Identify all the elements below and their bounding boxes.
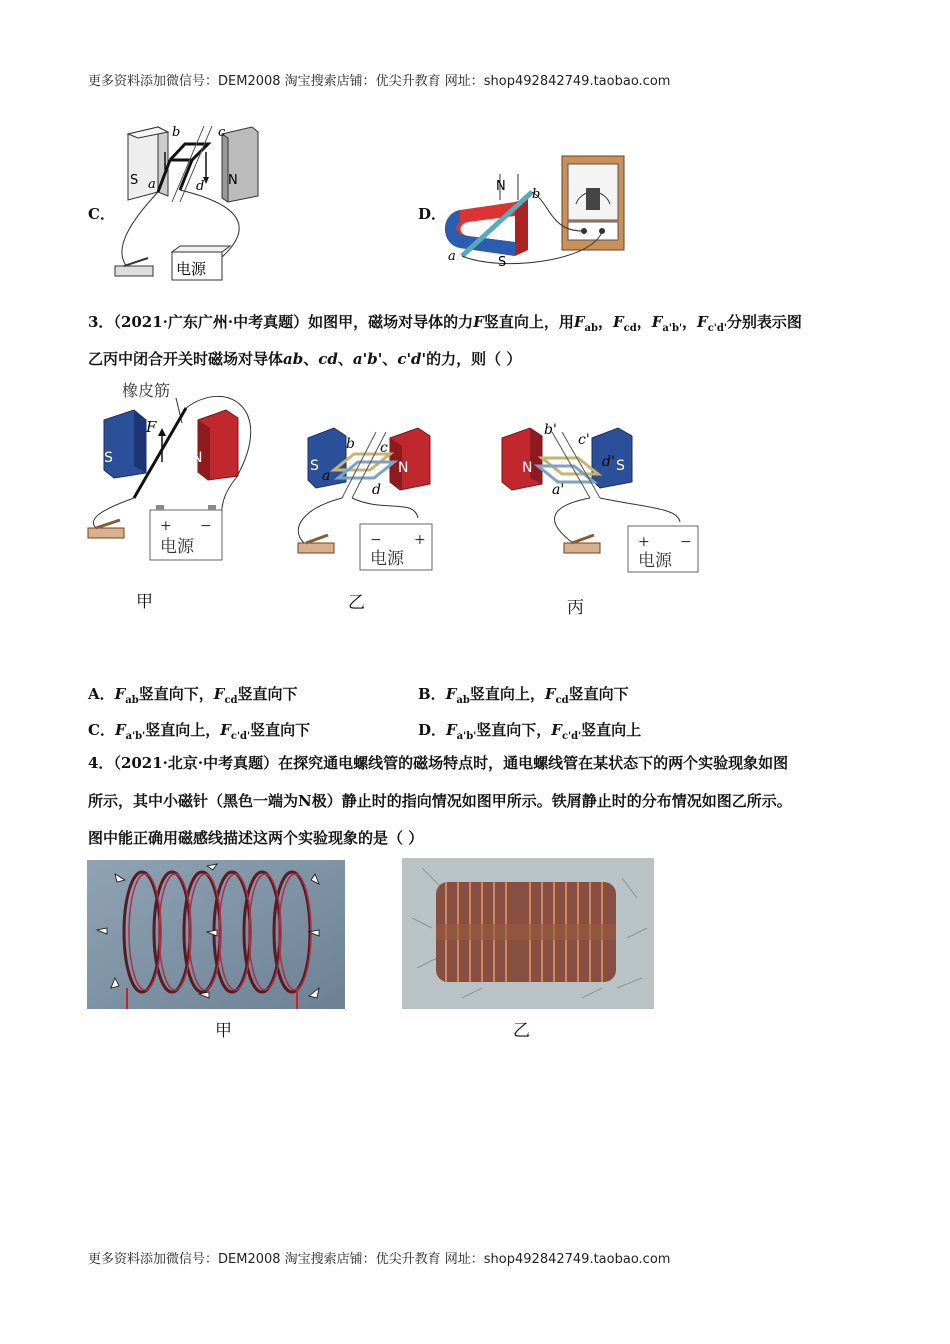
q3-ab: ab	[283, 350, 304, 368]
photo-q4-yi	[402, 858, 654, 1009]
question-4-line-1	[88, 745, 888, 781]
question-3-line-1: 3．（2021·广东广州·中考真题）如图甲，磁场对导体的力F竖直向上，用$F_{ab}$，$F_{cd}$，$F_{a'b'}$，$F_{c'd'}$分别表示图	[88, 313, 802, 334]
opt-a-label: A．	[88, 685, 115, 703]
q3-apbp: a'b'	[352, 350, 383, 368]
jia-n: N	[192, 450, 203, 466]
question-3-line-2: 乙丙中闭合开关时磁场对导体ab、cd、a'b'、c'd'的力，则（ ）	[88, 350, 522, 368]
q3-line2-b: 的力，则（ ）	[426, 350, 522, 368]
q4-line1: 在探究通电螺线管的磁场特点时，通电螺线管在某状态下的两个实验现象如图	[278, 754, 789, 772]
yi-s: S	[310, 458, 319, 474]
q3-sub-apbp: a'b'	[662, 323, 683, 334]
fig-c-c: c	[218, 125, 226, 140]
q3-line1-a: 如图甲，磁场对导体的力	[308, 313, 474, 331]
yi-d: d	[372, 482, 381, 498]
fig-d-n: N	[496, 179, 506, 194]
bing-c: c'	[578, 432, 590, 448]
page-header: 更多资料添加微信号：DEM2008 淘宝搜索店铺：优尖升教育 网址：shop492842749.taobao.com	[88, 74, 671, 89]
q3-number: 3．	[88, 313, 114, 331]
photo-q4-jia	[87, 860, 345, 1009]
fig-c-s: S	[130, 173, 139, 188]
figure-q3-yi	[294, 418, 444, 578]
q3-line1-b: 竖直向上，用	[483, 313, 574, 331]
opt-c-t1: 竖直向上，	[145, 721, 221, 739]
figure-q2-d	[440, 152, 630, 272]
bing-power: 电源	[638, 551, 672, 571]
question-4-line-3: 图中能正确用磁感线描述这两个实验现象的是（ ）	[88, 829, 424, 847]
yi-a: a	[322, 468, 331, 484]
bing-d: d'	[602, 454, 615, 470]
fig-c-power: 电源	[176, 260, 207, 278]
opt-a-t1: 竖直向下，	[138, 685, 214, 703]
fig-d-s: S	[498, 255, 507, 270]
q4-source: （2021·北京·中考真题）	[113, 754, 279, 772]
bing-s: S	[616, 458, 625, 474]
yi-power: 电源	[370, 549, 404, 569]
figure-q3-jia	[86, 378, 256, 573]
q3-cd: cd	[318, 350, 338, 368]
opt-b-t2: 竖直向下	[568, 685, 629, 703]
fig-c-b: b	[172, 125, 181, 140]
fig-c-d: d	[196, 179, 205, 194]
svg-text:−: −	[680, 534, 692, 550]
fig-d-b: b	[532, 187, 541, 202]
fig-d-a: a	[448, 249, 456, 264]
caption-bing: 丙	[567, 598, 584, 618]
jia-s: S	[104, 450, 113, 466]
q3-line2-a: 乙丙中闭合开关时磁场对导体	[88, 350, 284, 368]
jia-rubber: 橡皮筋	[122, 381, 171, 400]
figure-q2-c	[110, 122, 265, 287]
jia-power: 电源	[160, 537, 194, 557]
opt-b-label: B．	[418, 685, 446, 703]
opt-d-label: D．	[418, 721, 447, 739]
caption-q4-yi: 乙	[513, 1021, 530, 1041]
yi-c: c	[380, 440, 388, 456]
q3-line1-c: 分别表示图	[726, 313, 802, 331]
q3-source: （2021·广东广州·中考真题）	[113, 313, 309, 331]
svg-text:+: +	[160, 518, 172, 534]
caption-q4-jia: 甲	[215, 1021, 232, 1041]
svg-text:+: +	[638, 534, 650, 550]
fig-c-a: a	[148, 177, 156, 192]
q3-F: F	[473, 313, 484, 331]
svg-text:−: −	[200, 518, 212, 534]
bing-b: b'	[544, 422, 557, 438]
caption-yi: 乙	[348, 593, 365, 613]
yi-n: N	[398, 460, 409, 476]
opt-c-t2: 竖直向下	[250, 721, 311, 739]
opt-b-t1: 竖直向上，	[469, 685, 545, 703]
option-c-label: C．	[88, 205, 115, 223]
question-4-line-2: 所示，其中小磁针（黑色一端为N极）静止时的指向情况如图甲所示。铁屑静止时的分布情况如图乙所示。	[88, 792, 792, 810]
bing-a: a'	[552, 482, 565, 498]
svg-text:+: +	[414, 532, 426, 548]
yi-b: b	[346, 436, 355, 452]
svg-text:−: −	[370, 532, 382, 548]
bing-n: N	[522, 460, 533, 476]
q3-sub-ab: ab	[584, 323, 598, 334]
opt-d-t1: 竖直向下，	[476, 721, 552, 739]
q3-option-c: C．$F_{a'b'}$竖直向上，$F_{c'd'}$竖直向下	[88, 721, 311, 742]
q3-option-d: D．$F_{a'b'}$竖直向下，$F_{c'd'}$竖直向上	[418, 721, 642, 742]
q4-number: 4．	[88, 754, 114, 772]
q3-option-b: B．$F_{ab}$竖直向上，$F_{cd}$竖直向下	[418, 685, 629, 706]
caption-jia: 甲	[136, 592, 153, 612]
q3-cpdp: c'd'	[397, 350, 427, 368]
opt-d-t2: 竖直向上	[581, 721, 642, 739]
q3-option-a: A．$F_{ab}$竖直向下，$F_{cd}$竖直向下	[88, 685, 298, 706]
opt-a-t2: 竖直向下	[237, 685, 298, 703]
option-d-label: D．	[418, 205, 447, 223]
fig-c-n: N	[228, 173, 238, 188]
page-footer: 更多资料添加微信号：DEM2008 淘宝搜索店铺：优尖升教育 网址：shop492842749.taobao.com	[88, 1252, 671, 1267]
q3-sub-cd: cd	[623, 323, 637, 334]
opt-c-label: C．	[88, 721, 115, 739]
figure-q3-bing	[498, 418, 703, 578]
jia-F: F	[146, 418, 157, 436]
q3-sub-cpdp: c'd'	[707, 323, 727, 334]
